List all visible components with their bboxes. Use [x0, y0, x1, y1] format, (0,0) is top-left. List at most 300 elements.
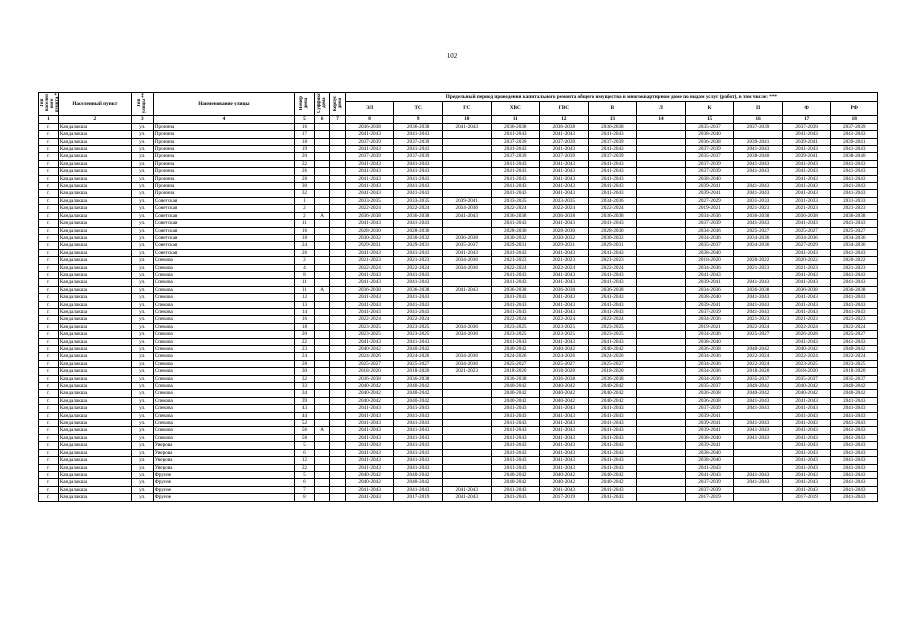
cell-v: 2029-2031: [588, 242, 637, 249]
cell-gs: [442, 220, 491, 227]
cell-v: 2037-2039: [588, 153, 637, 160]
table-row: [39, 271, 878, 278]
cell-type-street: ул.: [131, 138, 153, 145]
cell-suffix: [314, 123, 329, 130]
cell-street: Советская: [153, 220, 294, 227]
cell-p: 2025-2027: [734, 331, 783, 338]
cell-gvs: 2018-2020: [540, 368, 589, 375]
cell-settlement: Кандалакша: [58, 353, 131, 360]
cell-p: 2040-2042: [734, 383, 783, 390]
cell-street: Спекова: [153, 360, 294, 367]
cell-building: [330, 131, 345, 138]
cell-type-settlement: г.: [39, 308, 59, 315]
cell-v: 2041-2043: [588, 457, 637, 464]
cell-v: 2041-2043: [588, 301, 637, 308]
cell-gs: [442, 397, 491, 404]
cell-settlement: Кандалакша: [58, 397, 131, 404]
cell-p: 2018-2020: [734, 368, 783, 375]
column-number-row: [39, 116, 878, 124]
cell-l: [637, 308, 686, 315]
cell-k: 2034-2036: [685, 264, 734, 271]
cell-rf: 2041-2043: [831, 279, 878, 286]
column-number: 3: [131, 116, 153, 124]
cell-f: 2021-2023: [782, 205, 831, 212]
cell-suffix: [314, 331, 329, 338]
cell-house: 32: [295, 190, 315, 197]
cell-house: 34: [295, 390, 315, 397]
cell-v: 2041-2043: [588, 146, 637, 153]
cell-p: 2035-2037: [734, 375, 783, 382]
table-row: [39, 390, 878, 397]
cell-street: Спекова: [153, 368, 294, 375]
cell-gs: [442, 175, 491, 182]
cell-street: Спекова: [153, 427, 294, 434]
cell-ts: 2041-2043: [394, 457, 443, 464]
cell-l: [637, 471, 686, 478]
cell-type-settlement: г.: [39, 457, 59, 464]
cell-k: 2034-2036: [685, 368, 734, 375]
cell-house: 13: [295, 301, 315, 308]
cell-gs: [442, 183, 491, 190]
table-row: [39, 131, 878, 138]
cell-type-settlement: г.: [39, 234, 59, 241]
column-number: 6: [314, 116, 329, 124]
cell-gvs: 2041-2043: [540, 486, 589, 493]
cell-f: 2022-2024: [782, 323, 831, 330]
cell-ts: 2041-2043: [394, 190, 443, 197]
cell-l: [637, 479, 686, 486]
cell-suffix: [314, 190, 329, 197]
table-row: [39, 190, 878, 197]
cell-type-street: ул.: [131, 146, 153, 153]
cell-l: [637, 323, 686, 330]
cell-p: 2022-2024: [734, 353, 783, 360]
cell-ts: 2040-2042: [394, 471, 443, 478]
cell-type-street: ул.: [131, 197, 153, 204]
cell-street: Спекова: [153, 397, 294, 404]
cell-ts: 2033-2035: [394, 197, 443, 204]
cell-k: 2039-2041: [685, 420, 734, 427]
service-header: Ф: [782, 101, 831, 115]
cell-f: 2035-2037: [782, 375, 831, 382]
service-header: ТС: [394, 101, 443, 115]
table-row: [39, 168, 878, 175]
cell-f: 2018-2020: [782, 368, 831, 375]
cell-settlement: Кандалакша: [58, 346, 131, 353]
cell-settlement: Кандалакша: [58, 390, 131, 397]
cell-building: [330, 412, 345, 419]
cell-k: 2034-2036: [685, 331, 734, 338]
cell-f: 2041-2043: [782, 160, 831, 167]
cell-el: 2041-2043: [345, 249, 394, 256]
cell-settlement: Кандалакша: [58, 360, 131, 367]
cell-hvs: 2036-2038: [491, 212, 540, 219]
cell-ts: 2041-2043: [394, 271, 443, 278]
cell-f: 2041-2043: [782, 249, 831, 256]
cell-gs: 2041-2043: [442, 249, 491, 256]
cell-settlement: Кандалакша: [58, 383, 131, 390]
cell-k: 2036-2038: [685, 346, 734, 353]
cell-type-street: ул.: [131, 131, 153, 138]
cell-f: 2025-2027: [782, 227, 831, 234]
cell-rf: 2041-2043: [831, 301, 878, 308]
cell-hvs: 2041-2043: [491, 160, 540, 167]
table-row: [39, 301, 878, 308]
cell-p: [734, 494, 783, 501]
cell-el: 2041-2043: [345, 190, 394, 197]
cell-gs: [442, 308, 491, 315]
cell-suffix: [314, 375, 329, 382]
cell-building: [330, 168, 345, 175]
cell-el: 2029-2031: [345, 242, 394, 249]
cell-hvs: 2040-2042: [491, 346, 540, 353]
table-row: [39, 153, 878, 160]
cell-settlement: Кандалакша: [58, 131, 131, 138]
cell-building: [330, 197, 345, 204]
cell-hvs: 2041-2043: [491, 249, 540, 256]
cell-hvs: 2041-2043: [491, 405, 540, 412]
cell-l: [637, 316, 686, 323]
cell-building: [330, 138, 345, 145]
cell-f: 2017-2019: [782, 494, 831, 501]
cell-v: 2036-2038: [588, 286, 637, 293]
cell-f: 2021-2023: [782, 316, 831, 323]
cell-street: Советская: [153, 205, 294, 212]
cell-gvs: 2024-2026: [540, 353, 589, 360]
cell-ts: 2040-2042: [394, 383, 443, 390]
table-row: [39, 249, 878, 256]
cell-hvs: 2040-2042: [491, 479, 540, 486]
cell-p: [734, 175, 783, 182]
service-header: Л: [637, 101, 686, 115]
cell-k: 2034-2036: [685, 360, 734, 367]
cell-gvs: 2036-2038: [540, 123, 589, 130]
cell-l: [637, 338, 686, 345]
cell-building: [330, 205, 345, 212]
cell-v: 2041-2043: [588, 183, 637, 190]
cell-suffix: [314, 234, 329, 241]
table-row: [39, 286, 878, 293]
cell-rf: 2041-2043: [831, 160, 878, 167]
cell-type-settlement: г.: [39, 390, 59, 397]
cell-v: 2030-2032: [588, 234, 637, 241]
cell-ts: 2041-2043: [394, 301, 443, 308]
cell-p: [734, 249, 783, 256]
cell-v: 2036-2038: [588, 375, 637, 382]
cell-el: 2041-2043: [345, 131, 394, 138]
cell-building: [330, 294, 345, 301]
cell-v: 2041-2043: [588, 449, 637, 456]
cell-settlement: Кандалакша: [58, 479, 131, 486]
table-row: [39, 449, 878, 456]
cell-gvs: 2033-2035: [540, 197, 589, 204]
cell-rf: 2025-2027: [831, 331, 878, 338]
table-row: [39, 212, 878, 219]
cell-house: 12: [295, 294, 315, 301]
cell-p: 2022-2024: [734, 360, 783, 367]
cell-suffix: [314, 197, 329, 204]
cell-street: Спекова: [153, 286, 294, 293]
cell-l: [637, 212, 686, 219]
cell-el: 2028-2030: [345, 227, 394, 234]
table-row: [39, 420, 878, 427]
table-row: [39, 464, 878, 471]
cell-gs: [442, 412, 491, 419]
cell-settlement: Кандалакша: [58, 153, 131, 160]
cell-gs: [442, 190, 491, 197]
cell-ts: 2041-2043: [394, 183, 443, 190]
cell-street: Спекова: [153, 434, 294, 441]
cell-p: [734, 271, 783, 278]
cell-f: 2023-2025: [782, 360, 831, 367]
cell-house: 11: [295, 279, 315, 286]
cell-k: 2039-2041: [685, 412, 734, 419]
cell-house: 8: [295, 494, 315, 501]
cell-gvs: 2040-2042: [540, 390, 589, 397]
cell-rf: 2041-2043: [831, 249, 878, 256]
cell-gs: [442, 160, 491, 167]
cell-gs: 2039-2041: [442, 197, 491, 204]
cell-suffix: [314, 264, 329, 271]
cell-ts: 2041-2043: [394, 168, 443, 175]
cell-building: [330, 175, 345, 182]
cell-settlement: Кандалакша: [58, 486, 131, 493]
cell-settlement: Кандалакша: [58, 427, 131, 434]
column-number: 16: [734, 116, 783, 124]
cell-gvs: 2041-2043: [540, 434, 589, 441]
cell-p: [734, 131, 783, 138]
cell-house: 5: [295, 471, 315, 478]
cell-type-settlement: г.: [39, 160, 59, 167]
cell-house: 6: [295, 449, 315, 456]
cell-gs: [442, 279, 491, 286]
cell-suffix: [314, 442, 329, 449]
cell-type-settlement: г.: [39, 227, 59, 234]
cell-suffix: [314, 308, 329, 315]
cell-type-street: ул.: [131, 427, 153, 434]
cell-v: 2023-2025: [588, 323, 637, 330]
cell-street: Спекова: [153, 257, 294, 264]
cell-type-street: ул.: [131, 220, 153, 227]
cell-v: 2022-2024: [588, 205, 637, 212]
cell-hvs: 2040-2042: [491, 383, 540, 390]
cell-street: Спекова: [153, 279, 294, 286]
cell-type-street: ул.: [131, 449, 153, 456]
cell-rf: 2041-2043: [831, 271, 878, 278]
cell-ts: 2040-2042: [394, 346, 443, 353]
table-row: [39, 346, 878, 353]
cell-l: [637, 427, 686, 434]
cell-rf: 2041-2043: [831, 168, 878, 175]
cell-el: 2022-2024: [345, 205, 394, 212]
cell-v: 2022-2024: [588, 264, 637, 271]
cell-k: 2034-2036: [685, 375, 734, 382]
cell-l: [637, 390, 686, 397]
cell-v: 2040-2042: [588, 383, 637, 390]
cell-gs: [442, 301, 491, 308]
cell-type-settlement: г.: [39, 286, 59, 293]
cell-house: 28: [295, 175, 315, 182]
cell-v: 2041-2043: [588, 175, 637, 182]
cell-l: [637, 449, 686, 456]
cell-gvs: 2041-2043: [540, 412, 589, 419]
cell-hvs: 2021-2023: [491, 257, 540, 264]
cell-settlement: Кандалакша: [58, 338, 131, 345]
column-number: 14: [637, 116, 686, 124]
page-number: 102: [446, 52, 458, 60]
cell-p: [734, 442, 783, 449]
cell-rf: 2041-2043: [831, 412, 878, 419]
cell-building: [330, 494, 345, 501]
cell-house: 28: [295, 360, 315, 367]
cell-type-settlement: г.: [39, 405, 59, 412]
cell-k: 2035-2037: [685, 242, 734, 249]
column-number: 15: [685, 116, 734, 124]
cell-k: 2035-2037: [685, 153, 734, 160]
cell-gs: [442, 442, 491, 449]
cell-type-settlement: г.: [39, 353, 59, 360]
cell-gvs: 2041-2043: [540, 220, 589, 227]
cell-f: 2041-2043: [782, 338, 831, 345]
cell-p: 2041-2043: [734, 294, 783, 301]
cell-street: Советская: [153, 249, 294, 256]
cell-ts: 2024-2026: [394, 353, 443, 360]
cell-p: 2034-2036: [734, 234, 783, 241]
cell-rf: 2041-2043: [831, 486, 878, 493]
cell-type-street: ул.: [131, 271, 153, 278]
service-header: ГС: [442, 101, 491, 115]
cell-type-street: ул.: [131, 479, 153, 486]
header-house: Номер дома: [295, 93, 315, 116]
cell-type-street: ул.: [131, 160, 153, 167]
cell-gvs: 2037-2039: [540, 138, 589, 145]
table-row: [39, 264, 878, 271]
cell-gs: [442, 168, 491, 175]
cell-house: 33: [295, 383, 315, 390]
cell-settlement: Кандалакша: [58, 227, 131, 234]
cell-building: [330, 405, 345, 412]
cell-hvs: 2041-2043: [491, 146, 540, 153]
cell-hvs: 2025-2027: [491, 360, 540, 367]
cell-building: [330, 279, 345, 286]
cell-gs: 2034-2036: [442, 257, 491, 264]
cell-k: 2036-2038: [685, 397, 734, 404]
cell-f: 2041-2043: [782, 146, 831, 153]
cell-gs: 2034-2036: [442, 353, 491, 360]
cell-f: 2041-2043: [782, 397, 831, 404]
cell-suffix: [314, 205, 329, 212]
cell-f: 2037-2039: [782, 123, 831, 130]
cell-street: Спекова: [153, 383, 294, 390]
cell-v: 2041-2043: [588, 271, 637, 278]
cell-hvs: 2041-2043: [491, 464, 540, 471]
cell-p: 2038-2040: [734, 153, 783, 160]
cell-type-settlement: г.: [39, 323, 59, 330]
cell-k: 2034-2036: [685, 353, 734, 360]
cell-ts: 2029-2031: [394, 242, 443, 249]
cell-type-street: ул.: [131, 412, 153, 419]
cell-street: Советская: [153, 212, 294, 219]
cell-k: 2037-2039: [685, 146, 734, 153]
cell-suffix: [314, 494, 329, 501]
cell-f: 2041-2043: [782, 464, 831, 471]
cell-building: [330, 271, 345, 278]
cell-k: 2037-2039: [685, 486, 734, 493]
cell-ts: 2030-2032: [394, 234, 443, 241]
cell-v: 2034-2036: [588, 197, 637, 204]
cell-ts: 2028-2030: [394, 227, 443, 234]
table-row: [39, 160, 878, 167]
cell-suffix: [314, 257, 329, 264]
cell-street: Советская: [153, 227, 294, 234]
cell-p: [734, 486, 783, 493]
cell-f: 2031-2033: [782, 197, 831, 204]
cell-type-settlement: г.: [39, 397, 59, 404]
cell-type-street: ул.: [131, 249, 153, 256]
cell-suffix: [314, 360, 329, 367]
cell-building: [330, 397, 345, 404]
column-number: 17: [782, 116, 831, 124]
cell-p: 2036-2038: [734, 286, 783, 293]
cell-v: 2041-2043: [588, 464, 637, 471]
cell-ts: 2041-2043: [394, 412, 443, 419]
cell-v: 2037-2039: [588, 138, 637, 145]
cell-k: 2038-2040: [685, 434, 734, 441]
cell-type-street: ул.: [131, 486, 153, 493]
cell-gvs: 2017-2019: [540, 494, 589, 501]
cell-gs: [442, 294, 491, 301]
cell-suffix: [314, 168, 329, 175]
cell-v: 2041-2043: [588, 160, 637, 167]
cell-l: [637, 234, 686, 241]
cell-building: [330, 464, 345, 471]
cell-f: 2041-2043: [782, 279, 831, 286]
cell-building: [330, 301, 345, 308]
cell-f: 2041-2043: [782, 308, 831, 315]
cell-k: 2037-2039: [685, 220, 734, 227]
cell-p: 2041-2043: [734, 301, 783, 308]
cell-type-settlement: г.: [39, 464, 59, 471]
cell-l: [637, 494, 686, 501]
cell-type-settlement: г.: [39, 338, 59, 345]
cell-p: 2021-2023: [734, 205, 783, 212]
cell-gvs: 2041-2043: [540, 271, 589, 278]
cell-suffix: [314, 420, 329, 427]
cell-type-settlement: г.: [39, 449, 59, 456]
cell-l: [637, 279, 686, 286]
cell-type-street: ул.: [131, 294, 153, 301]
cell-street: Уверова: [153, 442, 294, 449]
cell-house: 32: [295, 375, 315, 382]
cell-ts: 2017-2019: [394, 494, 443, 501]
cell-gvs: 2040-2042: [540, 383, 589, 390]
cell-p: 2041-2043: [734, 183, 783, 190]
cell-el: 2022-2024: [345, 264, 394, 271]
cell-suffix: [314, 131, 329, 138]
cell-suffix: [314, 397, 329, 404]
cell-suffix: [314, 368, 329, 375]
cell-settlement: Кандалакша: [58, 190, 131, 197]
cell-building: [330, 449, 345, 456]
cell-gs: [442, 405, 491, 412]
cell-k: 2039-2041: [685, 301, 734, 308]
cell-suffix: [314, 301, 329, 308]
cell-l: [637, 301, 686, 308]
cell-rf: 2025-2027: [831, 227, 878, 234]
cell-v: 2018-2020: [588, 368, 637, 375]
cell-k: 2039-2041: [685, 279, 734, 286]
cell-hvs: 2036-2038: [491, 375, 540, 382]
